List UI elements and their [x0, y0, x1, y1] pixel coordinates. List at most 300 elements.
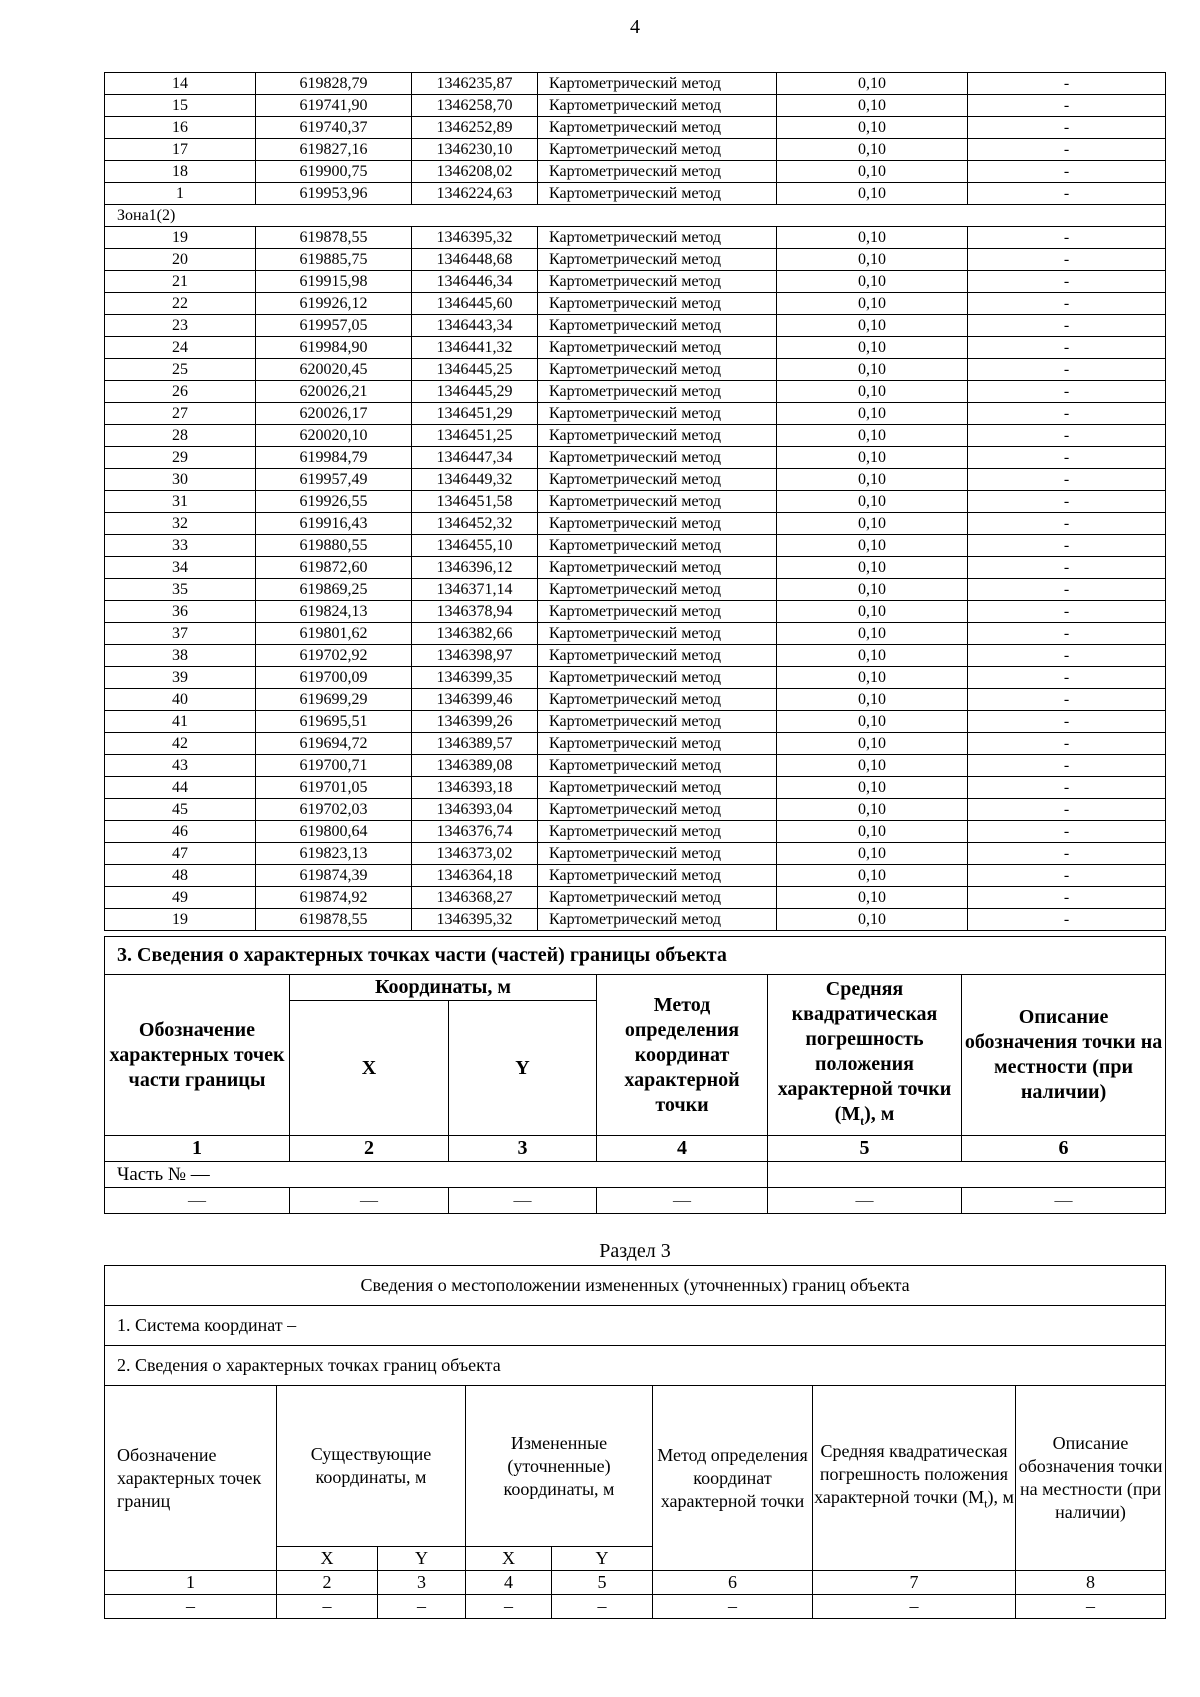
error: 0,10	[777, 337, 968, 359]
error: 0,10	[777, 689, 968, 711]
error: 0,10	[777, 249, 968, 271]
description: -	[968, 139, 1166, 161]
point-number: 25	[105, 359, 256, 381]
point-number: 49	[105, 887, 256, 909]
empty-value: —	[105, 1188, 290, 1214]
description: -	[968, 73, 1166, 95]
error: 0,10	[777, 557, 968, 579]
method: Картометрический метод	[538, 227, 777, 249]
description: -	[968, 887, 1166, 909]
method: Картометрический метод	[538, 909, 777, 931]
table-row	[105, 491, 1166, 513]
method: Картометрический метод	[538, 73, 777, 95]
empty-cell	[768, 1162, 1166, 1188]
point-number: 17	[105, 139, 256, 161]
coord-y: 1346395,32	[412, 909, 538, 931]
zone-label: Зона1(2)	[105, 205, 1166, 227]
empty-value: –	[466, 1595, 552, 1619]
coord-y: 1346443,34	[412, 315, 538, 337]
coord-x: 619701,05	[256, 777, 412, 799]
coord-x: 619695,51	[256, 711, 412, 733]
method: Картометрический метод	[538, 821, 777, 843]
empty-value: –	[105, 1595, 277, 1619]
description: -	[968, 161, 1166, 183]
description: -	[968, 799, 1166, 821]
point-number: 18	[105, 161, 256, 183]
description: -	[968, 447, 1166, 469]
col-y-header: Y	[378, 1547, 466, 1571]
empty-value: —	[597, 1188, 768, 1214]
error: 0,10	[777, 601, 968, 623]
description: -	[968, 579, 1166, 601]
description: -	[968, 293, 1166, 315]
description: -	[968, 117, 1166, 139]
table-row	[105, 315, 1166, 337]
coord-y: 1346389,57	[412, 733, 538, 755]
table-row	[105, 293, 1166, 315]
coord-y: 1346382,66	[412, 623, 538, 645]
point-number: 15	[105, 95, 256, 117]
description: -	[968, 381, 1166, 403]
table-row	[105, 601, 1166, 623]
error: 0,10	[777, 271, 968, 293]
description: -	[968, 535, 1166, 557]
point-number: 24	[105, 337, 256, 359]
point-number: 45	[105, 799, 256, 821]
coord-x: 619740,37	[256, 117, 412, 139]
point-number: 41	[105, 711, 256, 733]
coord-x: 619824,13	[256, 601, 412, 623]
coord-y: 1346376,74	[412, 821, 538, 843]
error: 0,10	[777, 865, 968, 887]
error: 0,10	[777, 535, 968, 557]
coord-x: 619801,62	[256, 623, 412, 645]
coord-y: 1346395,32	[412, 227, 538, 249]
col-number: 5	[768, 1136, 962, 1162]
error: 0,10	[777, 117, 968, 139]
method: Картометрический метод	[538, 733, 777, 755]
part-points-table	[104, 936, 1166, 1214]
empty-value: –	[813, 1595, 1016, 1619]
coord-y: 1346447,34	[412, 447, 538, 469]
error: 0,10	[777, 843, 968, 865]
col-error-header: Средняя квадратическая погрешность положения характерной точки $(M_t)$, м	[768, 975, 962, 1136]
coord-x: 619926,55	[256, 491, 412, 513]
description: -	[968, 821, 1166, 843]
method: Картометрический метод	[538, 513, 777, 535]
table-row	[105, 733, 1166, 755]
coord-x: 619874,92	[256, 887, 412, 909]
point-number: 33	[105, 535, 256, 557]
col-number: 6	[962, 1136, 1166, 1162]
method: Картометрический метод	[538, 117, 777, 139]
method: Картометрический метод	[538, 667, 777, 689]
method: Картометрический метод	[538, 447, 777, 469]
description: -	[968, 513, 1166, 535]
method: Картометрический метод	[538, 711, 777, 733]
coord-x: 619957,05	[256, 315, 412, 337]
coord-y: 1346448,68	[412, 249, 538, 271]
empty-value: —	[449, 1188, 597, 1214]
error: 0,10	[777, 95, 968, 117]
coord-x: 619741,90	[256, 95, 412, 117]
table-row	[105, 469, 1166, 491]
table-row	[105, 359, 1166, 381]
method: Картометрический метод	[538, 623, 777, 645]
point-number: 16	[105, 117, 256, 139]
error: 0,10	[777, 887, 968, 909]
description: -	[968, 711, 1166, 733]
empty-value: —	[962, 1188, 1166, 1214]
coord-x: 619926,12	[256, 293, 412, 315]
table-row	[105, 337, 1166, 359]
point-number: 42	[105, 733, 256, 755]
method: Картометрический метод	[538, 315, 777, 337]
table-row	[105, 227, 1166, 249]
point-number: 29	[105, 447, 256, 469]
table-row	[105, 139, 1166, 161]
error: 0,10	[777, 579, 968, 601]
method: Картометрический метод	[538, 799, 777, 821]
table-row	[105, 425, 1166, 447]
coord-x: 619984,79	[256, 447, 412, 469]
description: -	[968, 337, 1166, 359]
coord-x: 619878,55	[256, 909, 412, 931]
col-description-header: Описание обозначения точки на местности (при наличии)	[1016, 1386, 1166, 1571]
col-number: 2	[277, 1571, 378, 1595]
coord-x: 619916,43	[256, 513, 412, 535]
error: 0,10	[777, 711, 968, 733]
point-number: 19	[105, 909, 256, 931]
point-number: 46	[105, 821, 256, 843]
table-row	[105, 843, 1166, 865]
error: 0,10	[777, 293, 968, 315]
method: Картометрический метод	[538, 843, 777, 865]
table-row	[105, 117, 1166, 139]
coord-x: 620026,17	[256, 403, 412, 425]
point-number: 39	[105, 667, 256, 689]
coord-x: 619880,55	[256, 535, 412, 557]
table-title: Сведения о местоположении измененных (уточненных) границ объекта	[105, 1266, 1166, 1306]
description: -	[968, 491, 1166, 513]
table-row	[105, 73, 1166, 95]
table-row	[105, 535, 1166, 557]
table-row	[105, 799, 1166, 821]
col-number: 6	[653, 1571, 813, 1595]
col-description-header: Описание обозначения точки на местности (при наличии)	[962, 975, 1166, 1136]
col-number: 1	[105, 1571, 277, 1595]
coord-x: 619953,96	[256, 183, 412, 205]
empty-value: –	[653, 1595, 813, 1619]
method: Картометрический метод	[538, 183, 777, 205]
coord-y: 1346393,18	[412, 777, 538, 799]
col-x-header: X	[277, 1547, 378, 1571]
coord-y: 1346451,29	[412, 403, 538, 425]
point-number: 32	[105, 513, 256, 535]
col-method-header: Метод определения координат характерной точки	[653, 1386, 813, 1571]
method: Картометрический метод	[538, 293, 777, 315]
method: Картометрический метод	[538, 337, 777, 359]
coord-y: 1346208,02	[412, 161, 538, 183]
description: -	[968, 227, 1166, 249]
coord-x: 620020,10	[256, 425, 412, 447]
table-row	[105, 711, 1166, 733]
col-existing-header: Существующие координаты, м	[277, 1386, 466, 1547]
empty-value: –	[277, 1595, 378, 1619]
description: -	[968, 689, 1166, 711]
description: -	[968, 601, 1166, 623]
coord-x: 619823,13	[256, 843, 412, 865]
coord-x: 619872,60	[256, 557, 412, 579]
table-row	[105, 755, 1166, 777]
point-number: 48	[105, 865, 256, 887]
table-row	[105, 887, 1166, 909]
error: 0,10	[777, 139, 968, 161]
table-row	[105, 447, 1166, 469]
method: Картометрический метод	[538, 887, 777, 909]
point-number: 30	[105, 469, 256, 491]
description: -	[968, 733, 1166, 755]
method: Картометрический метод	[538, 161, 777, 183]
coord-y: 1346393,04	[412, 799, 538, 821]
coord-y: 1346441,32	[412, 337, 538, 359]
coord-y: 1346224,63	[412, 183, 538, 205]
coord-y: 1346371,14	[412, 579, 538, 601]
coord-y: 1346451,25	[412, 425, 538, 447]
point-number: 43	[105, 755, 256, 777]
coord-y: 1346449,32	[412, 469, 538, 491]
method: Картометрический метод	[538, 95, 777, 117]
coord-x: 619957,49	[256, 469, 412, 491]
description: -	[968, 403, 1166, 425]
description: -	[968, 645, 1166, 667]
point-number: 21	[105, 271, 256, 293]
col-y-header: Y	[552, 1547, 653, 1571]
coord-x: 619800,64	[256, 821, 412, 843]
coordinates-table	[104, 72, 1166, 931]
error: 0,10	[777, 447, 968, 469]
col-method-header: Метод определения координат характерной точки	[597, 975, 768, 1136]
coord-x: 619702,03	[256, 799, 412, 821]
error: 0,10	[777, 755, 968, 777]
col-number: 5	[552, 1571, 653, 1595]
coord-y: 1346445,60	[412, 293, 538, 315]
coord-y: 1346252,89	[412, 117, 538, 139]
table-row	[105, 249, 1166, 271]
coord-y: 1346399,46	[412, 689, 538, 711]
table-row	[105, 645, 1166, 667]
method: Картометрический метод	[538, 381, 777, 403]
coord-x: 619700,09	[256, 667, 412, 689]
coord-x: 619827,16	[256, 139, 412, 161]
coord-x: 619699,29	[256, 689, 412, 711]
error: 0,10	[777, 491, 968, 513]
table-row	[105, 821, 1166, 843]
method: Картометрический метод	[538, 777, 777, 799]
error: 0,10	[777, 73, 968, 95]
coord-y: 1346389,08	[412, 755, 538, 777]
point-number: 26	[105, 381, 256, 403]
method: Картометрический метод	[538, 865, 777, 887]
coord-x: 619700,71	[256, 755, 412, 777]
table-row	[105, 909, 1166, 931]
method: Картометрический метод	[538, 557, 777, 579]
table-row	[105, 183, 1166, 205]
table-row	[105, 667, 1166, 689]
col-changed-header: Измененные (уточненные) координаты, м	[466, 1386, 653, 1547]
description: -	[968, 249, 1166, 271]
error: 0,10	[777, 315, 968, 337]
description: -	[968, 271, 1166, 293]
description: -	[968, 315, 1166, 337]
table-row	[105, 513, 1166, 535]
method: Картометрический метод	[538, 469, 777, 491]
points-heading: 2. Сведения о характерных точках границ объекта	[105, 1346, 1166, 1386]
method: Картометрический метод	[538, 579, 777, 601]
description: -	[968, 425, 1166, 447]
changed-borders-table	[104, 1265, 1166, 1619]
coord-x: 619869,25	[256, 579, 412, 601]
col-number: 3	[378, 1571, 466, 1595]
col-number: 1	[105, 1136, 290, 1162]
error: 0,10	[777, 799, 968, 821]
point-number: 31	[105, 491, 256, 513]
col-number: 4	[466, 1571, 552, 1595]
empty-value: –	[1016, 1595, 1166, 1619]
description: -	[968, 183, 1166, 205]
error: 0,10	[777, 425, 968, 447]
coord-x: 619885,75	[256, 249, 412, 271]
col-number: 7	[813, 1571, 1016, 1595]
table-row	[105, 557, 1166, 579]
table-row	[105, 271, 1166, 293]
point-number: 22	[105, 293, 256, 315]
description: -	[968, 843, 1166, 865]
coord-system: 1. Система координат –	[105, 1306, 1166, 1346]
coord-x: 620020,45	[256, 359, 412, 381]
description: -	[968, 469, 1166, 491]
point-number: 37	[105, 623, 256, 645]
coord-y: 1346455,10	[412, 535, 538, 557]
method: Картометрический метод	[538, 359, 777, 381]
point-number: 1	[105, 183, 256, 205]
method: Картометрический метод	[538, 491, 777, 513]
coord-y: 1346368,27	[412, 887, 538, 909]
table-row	[105, 161, 1166, 183]
error: 0,10	[777, 227, 968, 249]
error: 0,10	[777, 469, 968, 491]
coord-y: 1346398,97	[412, 645, 538, 667]
method: Картометрический метод	[538, 755, 777, 777]
method: Картометрический метод	[538, 689, 777, 711]
coord-y: 1346364,18	[412, 865, 538, 887]
coord-y: 1346235,87	[412, 73, 538, 95]
coord-x: 619702,92	[256, 645, 412, 667]
description: -	[968, 777, 1166, 799]
error: 0,10	[777, 161, 968, 183]
col-coords-header: Координаты, м	[290, 975, 597, 1001]
method: Картометрический метод	[538, 601, 777, 623]
error: 0,10	[777, 513, 968, 535]
table-row	[105, 777, 1166, 799]
method: Картометрический метод	[538, 139, 777, 161]
coord-y: 1346445,25	[412, 359, 538, 381]
coord-y: 1346451,58	[412, 491, 538, 513]
empty-value: –	[552, 1595, 653, 1619]
error: 0,10	[777, 359, 968, 381]
error: 0,10	[777, 777, 968, 799]
section-title: 3. Сведения о характерных точках части (частей) границы объекта	[105, 937, 1166, 975]
coord-y: 1346230,10	[412, 139, 538, 161]
coord-y: 1346452,32	[412, 513, 538, 535]
col-designation-header: Обозначение характерных точек границ	[105, 1386, 277, 1571]
point-number: 23	[105, 315, 256, 337]
coord-y: 1346378,94	[412, 601, 538, 623]
table-row	[105, 689, 1166, 711]
point-number: 38	[105, 645, 256, 667]
description: -	[968, 755, 1166, 777]
coord-y: 1346396,12	[412, 557, 538, 579]
method: Картометрический метод	[538, 535, 777, 557]
point-number: 34	[105, 557, 256, 579]
col-number: 3	[449, 1136, 597, 1162]
col-number: 4	[597, 1136, 768, 1162]
point-number: 14	[105, 73, 256, 95]
method: Картометрический метод	[538, 403, 777, 425]
point-number: 44	[105, 777, 256, 799]
point-number: 35	[105, 579, 256, 601]
method: Картометрический метод	[538, 425, 777, 447]
error: 0,10	[777, 667, 968, 689]
method: Картометрический метод	[538, 249, 777, 271]
coord-y: 1346373,02	[412, 843, 538, 865]
error: 0,10	[777, 403, 968, 425]
description: -	[968, 667, 1166, 689]
col-y-header: Y	[449, 1001, 597, 1136]
zone-row	[105, 205, 1166, 227]
point-number: 20	[105, 249, 256, 271]
coord-x: 619915,98	[256, 271, 412, 293]
col-number: 8	[1016, 1571, 1166, 1595]
table-row	[105, 865, 1166, 887]
col-designation-header: Обозначение характерных точек части границы	[105, 975, 290, 1136]
table-row	[105, 381, 1166, 403]
coord-x: 619878,55	[256, 227, 412, 249]
coord-x: 619900,75	[256, 161, 412, 183]
table-row	[105, 95, 1166, 117]
point-number: 40	[105, 689, 256, 711]
description: -	[968, 623, 1166, 645]
point-number: 47	[105, 843, 256, 865]
method: Картометрический метод	[538, 271, 777, 293]
description: -	[968, 557, 1166, 579]
error: 0,10	[777, 381, 968, 403]
description: -	[968, 359, 1166, 381]
coord-y: 1346399,26	[412, 711, 538, 733]
col-x-header: X	[290, 1001, 449, 1136]
point-number: 27	[105, 403, 256, 425]
error: 0,10	[777, 909, 968, 931]
description: -	[968, 909, 1166, 931]
error: 0,10	[777, 623, 968, 645]
coord-x: 619874,39	[256, 865, 412, 887]
table-row	[105, 403, 1166, 425]
col-error-header: Средняя квадратическая погрешность положения характерной точки $(M_t)$, м	[813, 1386, 1016, 1571]
point-number: 28	[105, 425, 256, 447]
empty-value: —	[768, 1188, 962, 1214]
description: -	[968, 95, 1166, 117]
coord-x: 619984,90	[256, 337, 412, 359]
